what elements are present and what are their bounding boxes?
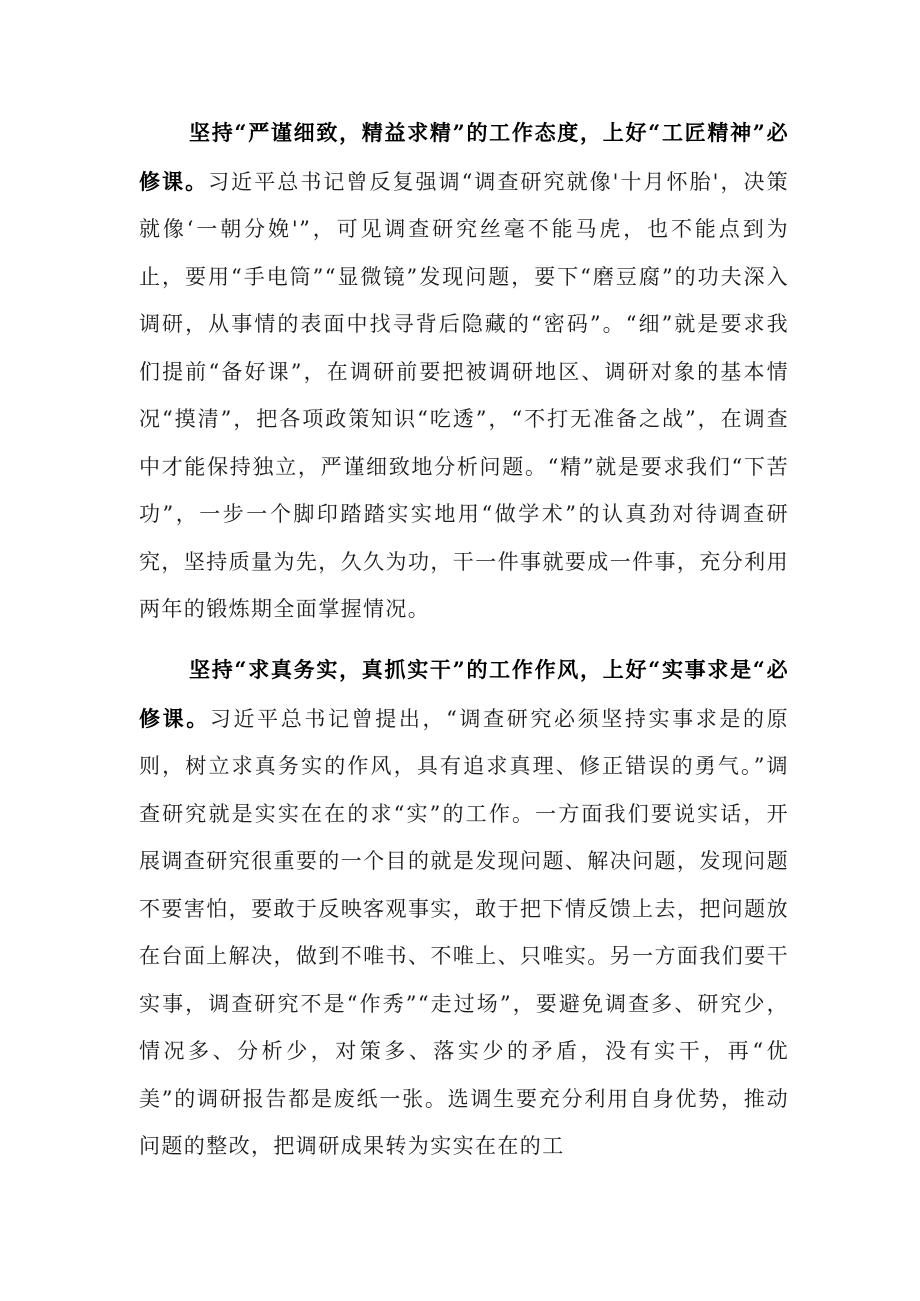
paragraph-seek-truth	[139, 646, 789, 1171]
paragraph-craftsmanship	[139, 109, 789, 634]
paragraph-body: 习近平总书记曾反复强调“调查研究就像'十月怀胎'，决策就像‘一朝分娩'”，可见调查研究丝毫不能马虎，也不能点到为止，要用“手电筒”“显微镜”发现问题，要下“磨豆腐”的功夫深入调研，从事情的表面中找寻背后隐藏的“密码”。“细”就是要求我们提前“备好课”，在调研前要把被调研地区、调研对象的基本情况“摸清”，把各项政策知识“吃透”，“不打无准备之战”，在调查中才能保持独立，严谨细致地分析问题。“精”就是要求我们“下苦功”，一步一个脚印踏踏实实地用“做学术”的认真劲对待调查研究，坚持质量为先，久久为功，干一件事就要成一件事，充分利用两年的锻炼期全面掌握情况。	[139, 169, 789, 621]
paragraph-heading: 坚持“求真务实，真抓实干”的工作作风，上好“实事求是“必修课。	[139, 657, 789, 731]
paragraph-heading: 坚持“严谨细致，精益求精”的工作态度，上好“工匠精神”必修课。	[139, 120, 789, 194]
paragraph-body: 习近平总书记曾提出，“调查研究必须坚持实事求是的原则，树立求真务实的作风，具有追求真理、修正错误的勇气。”调查研究就是实实在在的求“实”的工作。一方面我们要说实话，开展调查研究很重要的一个目的就是发现问题、解决问题，发现问题不要害怕，要敢于反映客观事实，敢于把下情反馈上去，把问题放在台面上解决，做到不唯书、不唯上、只唯实。另一方面我们要干实事，调查研究不是“作秀”“走过场”，要避免调查多、研究少，情况多、分析少，对策多、落实少的矛盾，没有实干，再“优美”的调研报告都是废纸一张。选调生要充分利用自身优势，推动问题的整改，把调研成果转为实实在在的工	[139, 706, 789, 1158]
